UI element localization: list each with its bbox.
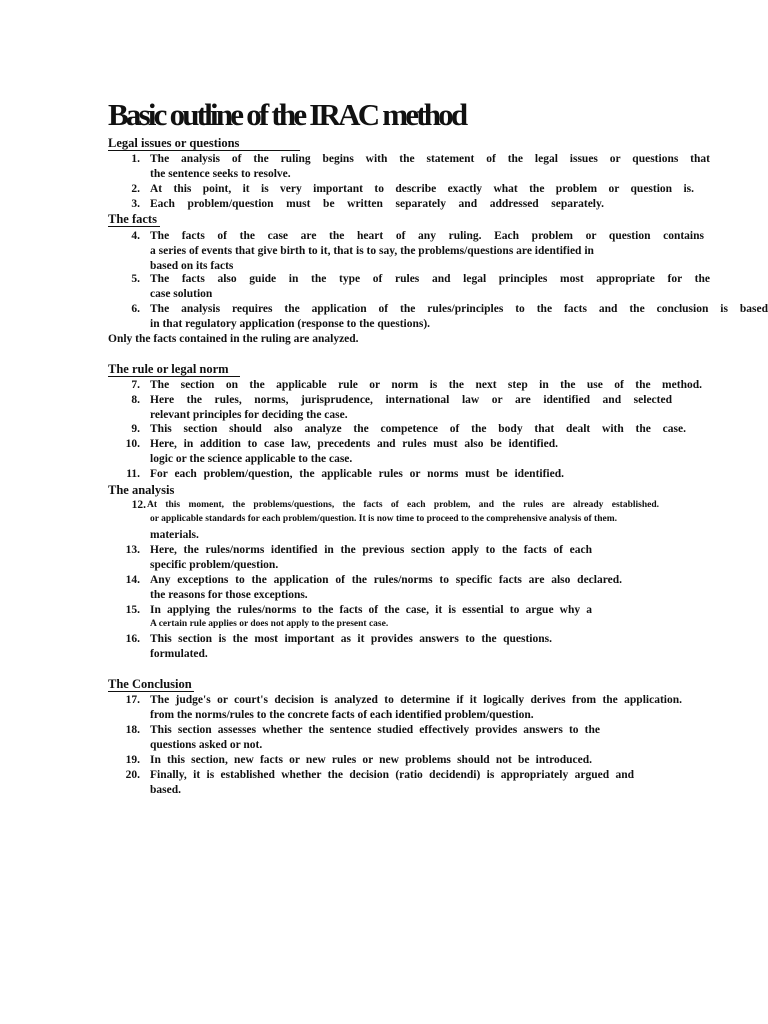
item-number: 15.: [125, 604, 140, 616]
item-number: 18.: [125, 724, 140, 736]
item-text-line: This section is the most important as it provides answers to the questions.: [150, 633, 552, 645]
item-number: 20.: [125, 769, 140, 781]
item-text-line: case solution: [150, 288, 213, 300]
item-number: 7.: [131, 379, 140, 391]
item-text-line: materials.: [150, 529, 199, 541]
item-text-line: logic or the science applicable to the case.: [150, 453, 353, 465]
item-text-line: in that regulatory application (response to the questions).: [150, 318, 431, 330]
item-text-line: At this moment, the problems/questions, the facts of each problem, and the rules are already established.: [147, 500, 659, 510]
item-number: 16.: [125, 633, 140, 645]
item-number: 14.: [125, 574, 140, 586]
item-text-line: In applying the rules/norms to the facts of the case, it is essential to argue why a: [150, 604, 592, 616]
item-text-line: Here, the rules/norms identified in the previous section apply to the facts of each: [150, 544, 592, 556]
facts-note: Only the facts contained in the ruling are analyzed.: [108, 333, 359, 345]
item-text-line: Finally, it is established whether the decision (ratio decidendi) is appropriately argued and: [150, 769, 634, 781]
item-text-line: a series of events that give birth to it, that is to say, the problems/questions are identified in: [150, 245, 594, 257]
item-text-line: the reasons for those exceptions.: [150, 589, 308, 601]
heading-rule: The rule or legal norm: [108, 363, 240, 377]
item-text-line: The analysis of the ruling begins with the statement of the legal issues or questions that: [150, 153, 710, 165]
item-text-line: The judge's or court's decision is analyzed to determine if it logically derives from the application.: [150, 694, 682, 706]
item-text-line: A certain rule applies or does not apply to the present case.: [150, 619, 389, 629]
item-number: 13.: [125, 544, 140, 556]
item-number: 5.: [131, 273, 140, 285]
heading-legal-issues: Legal issues or questions: [108, 137, 300, 151]
heading-facts: The facts: [108, 213, 160, 227]
item-number: 1.: [131, 153, 140, 165]
item-text-line: formulated.: [150, 648, 208, 660]
page-title: Basic outline of the IRAC method: [108, 97, 466, 132]
item-text-line: Here the rules, norms, jurisprudence, international law or are identified and selected: [150, 394, 672, 406]
item-number: 3.: [131, 198, 140, 210]
item-text-line: At this point, it is very important to describe exactly what the problem or question is.: [150, 183, 694, 195]
item-text-line: questions asked or not.: [150, 739, 263, 751]
item-text-line: The facts of the case are the heart of any ruling. Each problem or question contains: [150, 230, 704, 242]
item-number: 6.: [131, 303, 140, 315]
item-number: 17.: [125, 694, 140, 706]
item-text-line: based on its facts: [150, 260, 234, 272]
item-number: 4.: [131, 230, 140, 242]
item-number: 19.: [125, 754, 140, 766]
item-number: 2.: [131, 183, 140, 195]
item-text-line: For each problem/question, the applicable rules or norms must be identified.: [150, 468, 564, 480]
item-text-line: the sentence seeks to resolve.: [150, 168, 291, 180]
item-text-line: from the norms/rules to the concrete facts of each identified problem/question.: [150, 709, 534, 721]
item-number: 12.: [131, 499, 146, 511]
item-number: 11.: [126, 468, 140, 480]
item-text-line: relevant principles for deciding the case.: [150, 409, 348, 421]
item-text-line: The analysis requires the application of the rules/principles to the facts and the conclusion is based: [150, 303, 768, 315]
item-text-line: This section should also analyze the competence of the body that dealt with the case.: [150, 423, 686, 435]
item-text-line: Here, in addition to case law, precedents and rules must also be identified.: [150, 438, 558, 450]
heading-conclusion: The Conclusion: [108, 678, 194, 692]
item-text-line: or applicable standards for each problem/question. It is now time to proceed to the comprehensive analysis of them.: [150, 514, 617, 524]
item-text-line: Each problem/question must be written separately and addressed separately.: [150, 198, 604, 210]
item-text-line: The section on the applicable rule or norm is the next step in the use of the method.: [150, 379, 702, 391]
item-text-line: This section assesses whether the sentence studied effectively provides answers to the: [150, 724, 600, 736]
heading-analysis: The analysis: [108, 483, 175, 497]
item-text-line: specific problem/question.: [150, 559, 279, 571]
item-number: 10.: [125, 438, 140, 450]
item-number: 9.: [131, 423, 140, 435]
item-number: 8.: [131, 394, 140, 406]
item-text-line: In this section, new facts or new rules or new problems should not be introduced.: [150, 754, 592, 766]
item-text-line: based.: [150, 784, 181, 796]
item-text-line: The facts also guide in the type of rules and legal principles most appropriate for the: [150, 273, 710, 285]
item-text-line: Any exceptions to the application of the rules/norms to specific facts are also declared.: [150, 574, 622, 586]
